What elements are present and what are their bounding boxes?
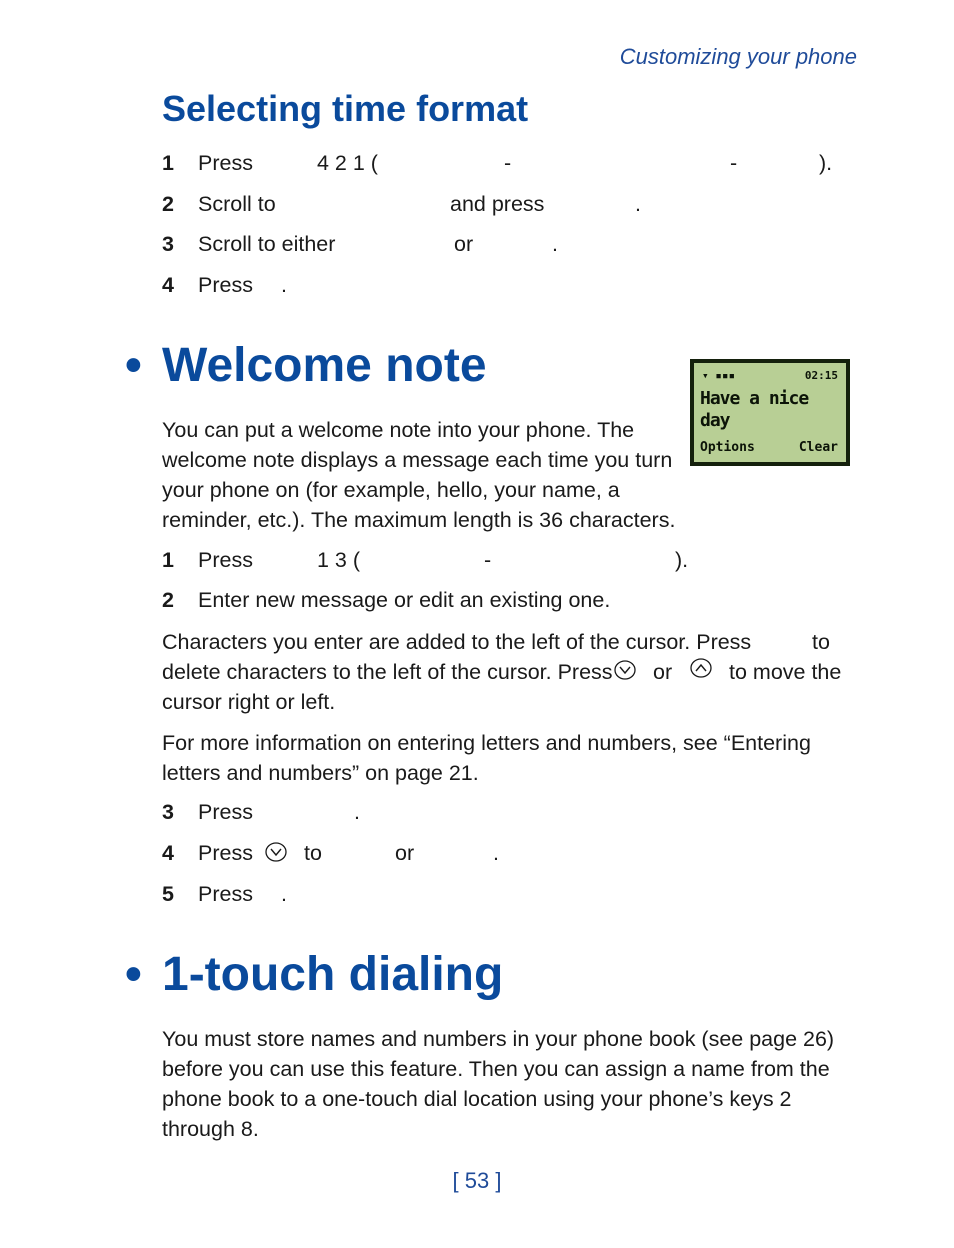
text-line: cursor right or left. [162, 690, 336, 714]
step-text: to [304, 841, 322, 865]
step-number: 4 [162, 841, 174, 865]
step-text: or [395, 841, 415, 865]
text-line [162, 657, 862, 687]
heading-text: 1-touch dialing [162, 948, 504, 1001]
step-number: 1 [162, 151, 174, 175]
welcome-line-1: Have a nice [700, 388, 809, 409]
scroll-down-icon [613, 659, 637, 681]
text-line: You must store names and numbers in your phone book (see page 26) [162, 1027, 835, 1051]
cursor-paragraph [162, 627, 862, 717]
signal-indicator: ▾ ▪▪▪ [702, 369, 736, 382]
step-number: 2 [162, 588, 174, 612]
softkey-clear: Clear [798, 440, 838, 455]
step-text: . [281, 882, 287, 906]
step-text: Press [198, 548, 253, 572]
step-text: . [635, 192, 641, 216]
text-line [162, 627, 862, 657]
step-text: - [730, 151, 738, 175]
step-text: . [493, 841, 499, 865]
step-number: 3 [162, 232, 174, 256]
step-number: 3 [162, 800, 174, 824]
welcome-intro-paragraph [162, 415, 675, 535]
step-number: 4 [162, 273, 174, 297]
text-segment: delete characters to the left of the cursor. Press [162, 660, 613, 684]
step-text: . [281, 273, 287, 297]
step-number: 1 [162, 548, 174, 572]
step-number: 2 [162, 192, 174, 216]
step-text: Scroll to [198, 192, 276, 216]
step-number: 5 [162, 882, 174, 906]
text-line: through 8. [162, 1117, 259, 1141]
step-text: Press [198, 273, 253, 297]
step-text: - [484, 548, 492, 572]
scroll-up-icon [689, 657, 713, 679]
text-segment: or [653, 660, 673, 684]
step-text: Enter new message or edit an existing one. [198, 588, 611, 612]
text-segment: to move the [729, 660, 842, 684]
phone-screen-image [690, 359, 850, 466]
step-text: 4 2 1 ( [317, 151, 378, 175]
step-text: 1 3 ( [317, 548, 361, 572]
welcome-step-4 [162, 838, 562, 868]
welcome-line-2: day [700, 410, 730, 431]
heading-text: Welcome note [162, 339, 487, 392]
step-text: Press [198, 841, 253, 865]
step-text: Press [198, 800, 253, 824]
phone-display [694, 363, 846, 462]
text-line: reminder, etc.). The maximum length is 36 characters. [162, 508, 676, 532]
step-text: Press [198, 151, 253, 175]
touch-dialing-paragraph [162, 1024, 834, 1144]
text-line: your phone on (for example, hello, your name, a [162, 478, 620, 502]
text-line: You can put a welcome note into your phone. The [162, 418, 635, 442]
step-text: Press [198, 882, 253, 906]
heading-bullet: • [125, 339, 142, 392]
step-text: . [552, 232, 558, 256]
text-line: welcome note displays a message each time you turn [162, 448, 673, 472]
step-text: Scroll to either [198, 232, 336, 256]
running-head: Customizing your phone [619, 44, 857, 69]
heading-bullet: • [125, 948, 142, 1001]
clock-text: 02:15 [804, 369, 838, 382]
info-paragraph [162, 728, 811, 788]
text-line: phone book to a one-touch dial location using your phone’s keys 2 [162, 1087, 792, 1111]
text-line: For more information on entering letters and numbers, see “Entering [162, 731, 811, 755]
section-heading-welcome-note [125, 338, 487, 393]
page-number: [ 53 ] [452, 1168, 502, 1193]
softkey-options: Options [700, 440, 755, 455]
step-text: - [504, 151, 512, 175]
text-segment: Characters you enter are added to the left of the cursor. Press [162, 630, 752, 654]
section-heading-touch-dialing [125, 947, 503, 1002]
step-text: ). [675, 548, 689, 572]
text-segment: to [812, 630, 830, 654]
step-text: ). [819, 151, 833, 175]
step-text: . [354, 800, 360, 824]
step-text: or [454, 232, 474, 256]
text-line: before you can use this feature. Then you can assign a name from the [162, 1057, 830, 1081]
section-heading-time-format: Selecting time format [162, 88, 529, 129]
scroll-down-icon [264, 841, 288, 863]
text-line: letters and numbers” on page 21. [162, 761, 479, 785]
step-text: and press [450, 192, 545, 216]
